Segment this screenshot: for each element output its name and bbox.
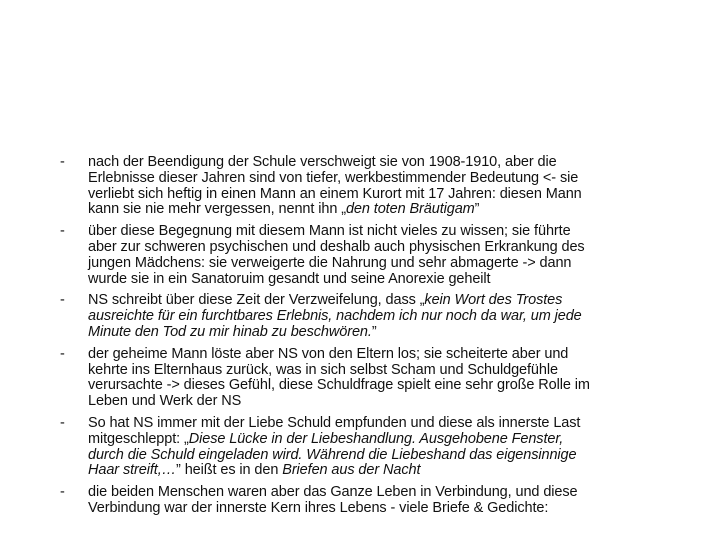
list-item — [60, 347, 700, 410]
body-text: So hat NS immer mit der Liebe Schuld empfunden und diese als innerste Last — [88, 414, 581, 431]
text-line — [88, 293, 700, 309]
body-text: jungen Mädchens: sie verweigerte die Nahrung und sehr abmagerte -> dann — [88, 254, 572, 271]
text-line — [88, 155, 700, 171]
text-line — [88, 202, 700, 218]
text-line — [88, 378, 700, 394]
text-line — [88, 187, 700, 203]
body-text: kann sie nie mehr vergessen, nennt ihn „ — [88, 201, 346, 218]
text-line — [88, 485, 700, 501]
text-line — [88, 309, 700, 325]
list-item — [60, 293, 700, 340]
body-text: Verbindung war der innerste Kern ihres Lebens - viele Briefe & Gedichte: — [88, 499, 549, 516]
text-line — [88, 325, 700, 341]
text-line — [88, 363, 700, 379]
text-line — [88, 501, 700, 517]
text-line — [88, 256, 700, 272]
body-text: verursachte -> dieses Gefühl, diese Schuldfrage spielt eine sehr große Rolle im — [88, 377, 590, 394]
bullet-dash: - — [60, 154, 65, 170]
body-text: mitgeschleppt: „ — [88, 430, 189, 447]
text-line — [88, 347, 700, 363]
quote-text: den toten Bräutigam — [345, 201, 475, 218]
body-text: wurde sie in ein Sanatoruim gesandt und seine Anorexie geheilt — [88, 270, 491, 287]
text-line — [88, 432, 700, 448]
bullet-list — [60, 155, 700, 523]
bullet-dash: - — [60, 223, 65, 240]
list-item — [60, 224, 700, 287]
list-item — [60, 416, 700, 479]
bullet-dash: - — [60, 414, 65, 431]
quote-text: ausreichte für ein furchtbares Erlebnis, nachdem ich nur noch da war, um jede — [88, 308, 582, 325]
body-text: ” — [371, 323, 377, 340]
body-text: die beiden Menschen waren aber das Ganze Leben in Verbindung, und diese — [88, 484, 578, 501]
body-text: NS schreibt über diese Zeit der Verzweifelung, dass „ — [88, 292, 425, 309]
text-line — [88, 240, 700, 256]
body-text: Erlebnisse dieser Jahren sind von tiefer, werkbestimmender Bedeutung <- sie — [88, 169, 579, 186]
body-text: der geheime Mann löste aber NS von den Eltern los; sie scheiterte aber und — [88, 345, 569, 362]
quote-text: Diese Lücke in der Liebeshandlung. Ausgehobene Fenster, — [188, 430, 564, 447]
quote-text: Haar streift,… — [88, 462, 177, 479]
bullet-dash: - — [60, 345, 65, 362]
text-line — [88, 224, 700, 240]
text-line — [88, 272, 700, 288]
text-line — [88, 416, 700, 432]
quote-text: Minute den Tod zu mir hinab zu beschwören. — [88, 323, 372, 340]
quote-text: Briefen aus der Nacht — [282, 462, 421, 479]
body-text: Leben und Werk der NS — [88, 393, 242, 410]
text-line — [88, 171, 700, 187]
body-text: ” heißt es in den — [176, 462, 283, 479]
body-text: ” — [474, 201, 480, 218]
list-item — [60, 485, 700, 517]
body-text: über diese Begegnung mit diesem Mann ist nicht vieles zu wissen; sie führte — [88, 223, 571, 240]
body-text: aber zur schweren psychischen und deshalb auch physischen Erkrankung des — [88, 238, 585, 255]
text-line — [88, 463, 700, 479]
quote-text: kein Wort des Trostes — [424, 292, 563, 309]
text-line — [88, 394, 700, 410]
body-text: verliebt sich heftig in einen Mann an einem Kurort mit 17 Jahren: diesen Mann — [88, 185, 582, 202]
body-text: nach der Beendigung der Schule verschweigt sie von 1908-1910, aber die — [88, 154, 557, 170]
list-item — [60, 155, 700, 218]
text-line — [88, 448, 700, 464]
quote-text: durch die Schuld eingeladen wird. Während die Liebeshand das eigensinnige — [88, 446, 577, 463]
bullet-dash: - — [60, 292, 65, 309]
bullet-dash: - — [60, 484, 65, 501]
body-text: kehrte ins Elternhaus zurück, was in sich selbst Scham und Schuldgefühle — [88, 361, 558, 378]
